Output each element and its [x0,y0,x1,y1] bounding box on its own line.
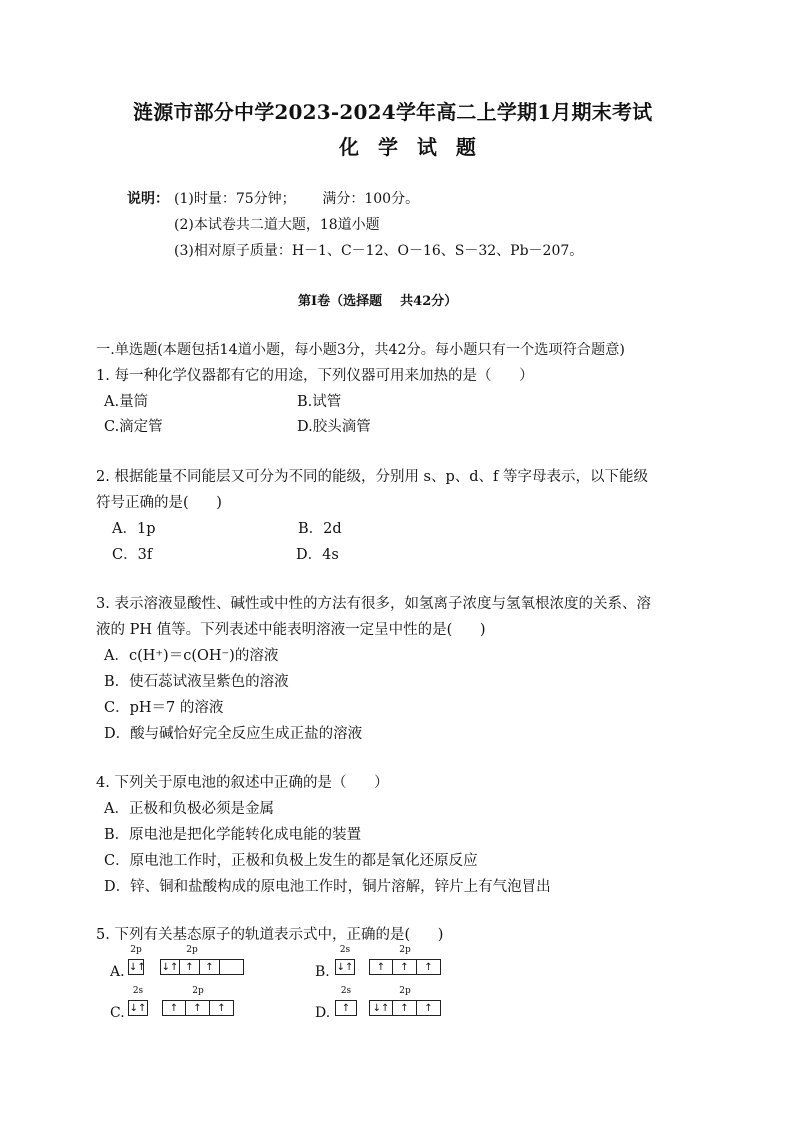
orbital-label: 2p [192,986,204,996]
question-4-option-d: D．锌、铜和盐酸构成的原电池工作时，铜片溶解，锌片上有气泡冒出 [104,879,551,895]
orbital-box: ↑ [417,959,441,975]
orbital-box: ↑ [335,1000,357,1016]
orbital-box: ↑ [417,1000,441,1016]
orbital-box: ↓↑ [369,1000,393,1016]
question-3-option-d: D．酸与碱恰好完全反应生成正盐的溶液 [104,726,363,742]
orbital-group [369,945,441,975]
question-3-stem-line-1: 3. 表示溶液显酸性、碱性或中性的方法有很多，如氢离子浓度与氢氧根浓度的关系、溶 [96,596,651,612]
question-2-option-b: B．2d [298,521,342,537]
orbital-group [160,945,244,975]
question-2-option-d: D．4s [296,547,339,563]
notes-line-2: (2)本试卷共二道大题，18道小题 [174,217,380,233]
question-2-option-c: C．3f [112,547,153,563]
orbital-box: ↑ [393,959,417,975]
orbital-label: 2p [399,945,411,955]
question-1-option-a: A.量筒 [104,394,149,410]
question-3-option-a: A．c(H⁺)＝c(OH⁻)的溶液 [104,648,279,664]
notes-line-3: (3)相对原子质量：H－1、C－12、O－16、S－32、Pb－207。 [174,243,584,259]
orbital-label: 2p [130,945,142,955]
question-1-option-b: B.试管 [297,394,342,410]
question-4-option-c: C．原电池工作时，正极和负极上发生的都是氧化还原反应 [104,853,478,869]
question-2-stem-line-2: 符号正确的是( ) [96,495,222,511]
orbital-group [162,986,234,1016]
orbital-box: ↑ [393,1000,417,1016]
orbital-group [335,986,357,1016]
orbital-label: 2s [340,986,352,996]
question-3-option-b: B．使石蕊试液呈紫色的溶液 [104,674,289,690]
orbital-box: ↓↑ [335,959,355,975]
orbital-group [369,986,441,1016]
notes-line-1: (1)时量：75分钟； 满分：100分。 [174,191,420,207]
question-4-option-a: A．正极和负极必须是金属 [104,801,274,817]
option-letter: C. [110,1005,125,1021]
question-1-option-c: C.滴定管 [104,419,163,435]
orbital-label: 2s [339,945,351,955]
orbital-box: ↑ [180,959,200,975]
orbital-box: ↑ [186,1000,210,1016]
orbital-box [220,959,244,975]
option-letter: A. [110,964,125,980]
orbital-group [128,986,148,1016]
question-5-stem: 5. 下列有关基态原子的轨道表示式中，正确的是( ) [96,927,444,943]
question-3-option-c: C．pH＝7 的溶液 [104,700,224,716]
section-heading: 第Ⅰ卷（选择题 共42分） [298,294,458,309]
option-letter: D. [315,1005,331,1021]
orbital-box: ↑ [200,959,220,975]
orbital-box: ↑ [369,959,393,975]
orbital-label: 2p [186,945,198,955]
orbital-group [335,945,355,975]
exam-title: 涟源市部分中学2023-2024学年高二上学期1月期末考试 [133,100,653,124]
exam-subtitle: 化 学 试 题 [339,135,482,159]
orbital-box: ↓↑ [128,959,144,975]
orbital-box: ↑ [162,1000,186,1016]
orbital-label: 2p [399,986,411,996]
question-4-option-b: B．原电池是把化学能转化成电能的装置 [104,827,362,843]
orbital-label: 2s [132,986,144,996]
option-letter: B. [315,964,330,980]
orbital-group [128,945,144,975]
orbital-box: ↓↑ [128,1000,148,1016]
question-1-stem: 1. 每一种化学仪器都有它的用途，下列仪器可用来加热的是（ ） [96,368,534,384]
question-2-stem-line-1: 2. 根据能量不同能层又可分为不同的能级，分别用 s、p、d、f 等字母表示，以下能级 [96,469,649,485]
question-3-stem-line-2: 液的 PH 值等。下列表述中能表明溶液一定呈中性的是( ) [96,622,486,638]
orbital-box: ↓↑ [160,959,180,975]
part-instructions: 一.单选题(本题包括14道小题，每小题3分，共42分。每小题只有一个选项符合题意) [96,342,625,358]
question-1-option-d: D.胶头滴管 [297,419,371,435]
notes-label: 说明： [127,191,169,207]
question-4-stem: 4. 下列关于原电池的叙述中正确的是（ ） [96,775,389,791]
question-2-option-a: A．1p [112,521,156,537]
orbital-box: ↑ [210,1000,234,1016]
